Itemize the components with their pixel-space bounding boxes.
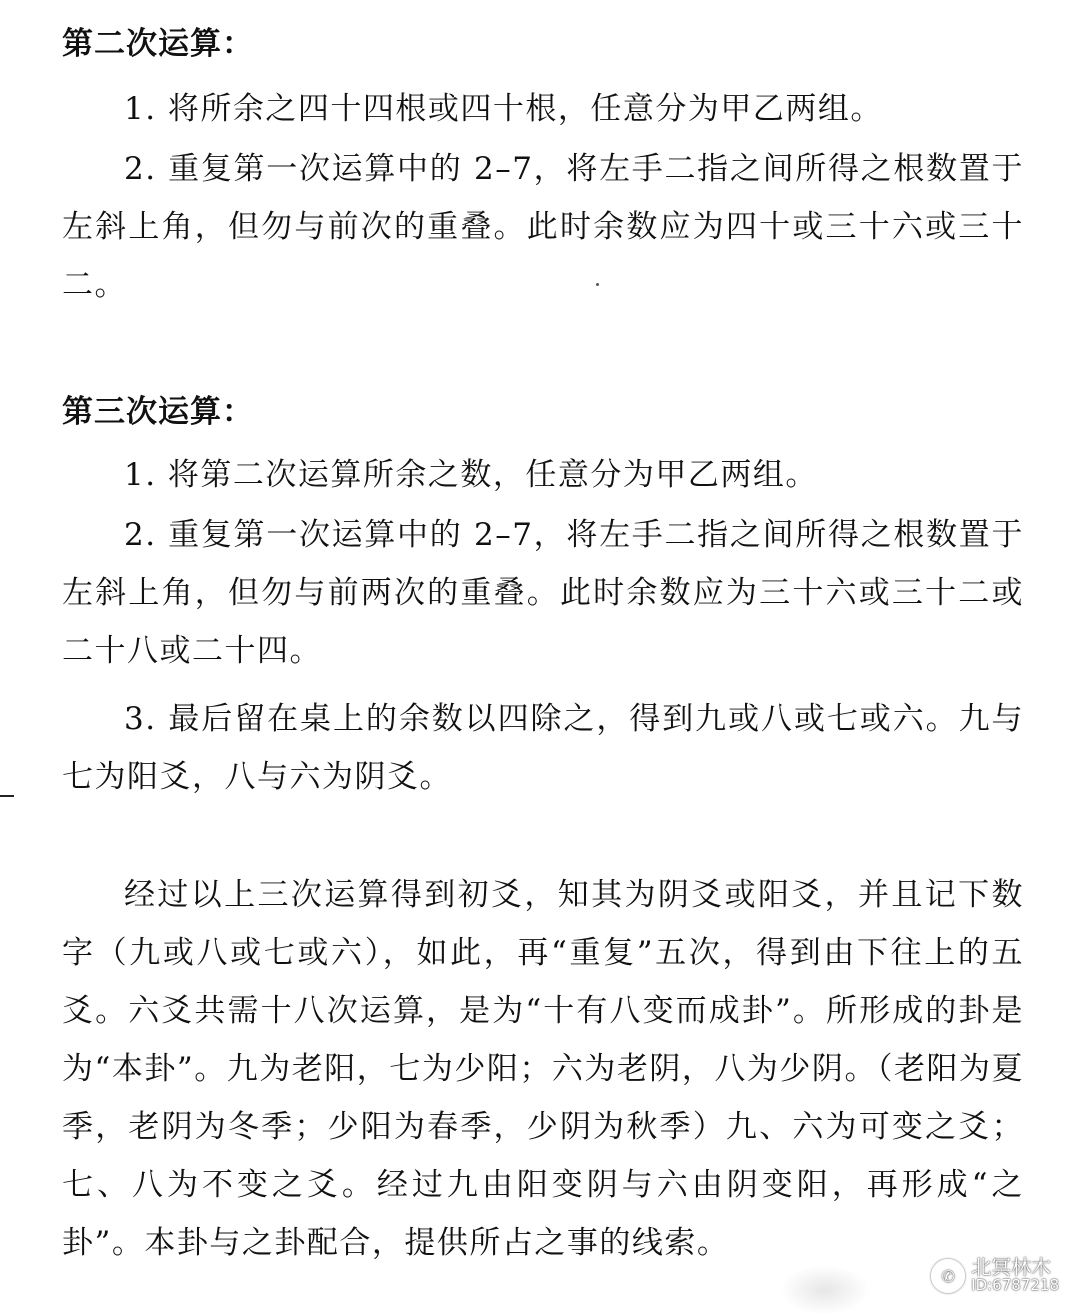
- watermark-text: [971, 1255, 1059, 1294]
- watermark-name: 北冥林木: [971, 1255, 1052, 1279]
- paragraph-second-step-2: 2. 重复第一次运算中的 2–7，将左手二指之间所得之根数置于左斜上角，但勿与前次的重叠。此时余数应为四十或三十六或三十二。: [62, 151, 1024, 303]
- watermark: [931, 1255, 1059, 1294]
- section-heading-second: 第二次运算：: [62, 26, 254, 62]
- wechat-icon: ✆: [931, 1259, 965, 1293]
- paragraph-third-step-2: 2. 重复第一次运算中的 2–7，将左手二指之间所得之根数置于左斜上角，但勿与前两次的重叠。此时余数应为三十六或三十二或二十八或二十四。: [62, 517, 1024, 669]
- paragraph-summary: 经过以上三次运算得到初爻，知其为阴爻或阳爻，并且记下数字（九或八或七或六），如此，再“重复”五次，得到由下往上的五爻。六爻共需十八次运算，是为“十有八变而成卦”。所形成的卦是为“本卦”。九为老阳，七为少阳；六为老阴，八为少阴。（老阳为夏季，老阴为冬季；少阳为春季，少阴为秋季）九、六为可变之爻；七、八为不变之爻。经过九由阳变阴与六由阴变阳，再形成“之卦”。本卦与之卦配合，提供所占之事的线索。: [62, 877, 1024, 1261]
- scan-smudge: [780, 1265, 870, 1315]
- watermark-id: ID:6787218: [971, 1276, 1059, 1294]
- margin-scan-mark: [0, 795, 14, 797]
- paragraph-second-step-1: 1. 将所余之四十四根或四十根，任意分为甲乙两组。: [124, 91, 883, 127]
- scan-speck: [596, 283, 599, 286]
- paragraph-third-step-1: 1. 将第二次运算所余之数，任意分为甲乙两组。: [124, 457, 818, 493]
- paragraph-third-step-3: 3. 最后留在桌上的余数以四除之，得到九或八或七或六。九与七为阳爻，八与六为阴爻。: [62, 701, 1024, 795]
- section-heading-third: 第三次运算：: [62, 394, 254, 430]
